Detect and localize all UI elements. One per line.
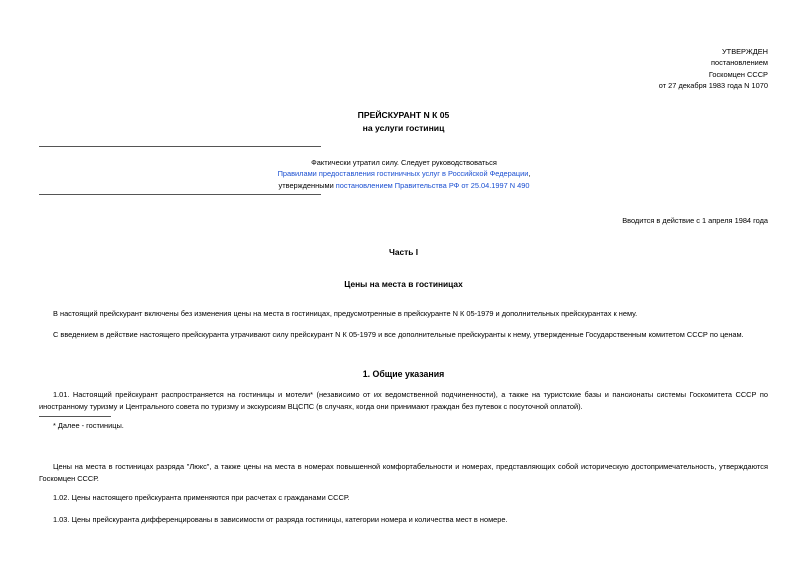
approval-stamp bbox=[659, 46, 768, 91]
divider-top bbox=[39, 146, 321, 147]
approval-line: постановлением bbox=[711, 58, 768, 68]
footnote-divider bbox=[39, 416, 111, 417]
status-note-comma: , bbox=[528, 169, 531, 179]
document-title-sub: на услуги гостиниц bbox=[362, 122, 445, 133]
divider-bottom bbox=[39, 194, 321, 195]
effective-date: Вводится в действие с 1 апреля 1984 года bbox=[622, 216, 768, 225]
status-note-line: Фактически утратил силу. Следует руководствоваться bbox=[311, 158, 497, 167]
document-title-main: ПРЕЙСКУРАНТ N К 05 bbox=[357, 110, 450, 120]
approval-line: УТВЕРЖДЕН bbox=[721, 47, 768, 56]
status-note-line bbox=[179, 168, 629, 179]
status-note bbox=[179, 157, 629, 191]
lux-paragraph: Цены на места в гостиницах разряда "Люкс", а также цены на места в номерах повышенной комфортабельности и номерах, представляющих собой историческую достопримечательность, утверждаются Госкомцен СССР. bbox=[39, 462, 768, 483]
intro-paragraph: С введением в действие настоящего прейскуранта утрачивают силу прейскурант N К 05-1979 и все дополнительные прейскуранты к нему, утвержденные Государственным комитетом СССР по ценам. bbox=[53, 330, 744, 339]
clause-1-01: 1.01. Настоящий прейскурант распространяется на гостиницы и мотели* (независимо от их ведомственной подчиненности), а также на туристские базы и пансионаты системы Госкомитета СССР по иностранному туризму и Центрального совета по туризму и экскурсиям ВЦСПС (в случаях, когда они принимают граждан без путевок с посуточной оплатой). bbox=[39, 390, 768, 411]
part-title: Цены на места в гостиницах bbox=[344, 279, 463, 289]
intro-paragraph: В настоящий прейскурант включены без изменения цены на места в гостиницах, предусмотренные в прейскуранте N К 05-1979 и дополнительных прейскурантах к нему. bbox=[53, 309, 638, 318]
resolution-link[interactable]: постановлением Правительства РФ от 25.04.1997 N 490 bbox=[335, 180, 530, 190]
part-heading: Часть I bbox=[388, 247, 419, 257]
footnote: * Далее - гостиницы. bbox=[53, 421, 124, 430]
document-title bbox=[0, 109, 807, 134]
status-note-prefix: утвержденными bbox=[278, 180, 336, 190]
rules-link[interactable]: Правилами предоставления гостиничных услуг в Российской Федерации bbox=[277, 169, 529, 179]
approval-line: от 27 декабря 1983 года N 1070 bbox=[658, 80, 768, 90]
section-heading: 1. Общие указания bbox=[362, 369, 445, 379]
clause-1-02: 1.02. Цены настоящего прейскуранта применяются при расчетах с гражданами СССР. bbox=[53, 493, 350, 502]
approval-line: Госкомцен СССР bbox=[708, 69, 768, 79]
status-note-line bbox=[179, 180, 629, 191]
clause-1-03: 1.03. Цены прейскуранта дифференцированы в зависимости от разряда гостиницы, категории номера и количества мест в номере. bbox=[53, 515, 508, 524]
